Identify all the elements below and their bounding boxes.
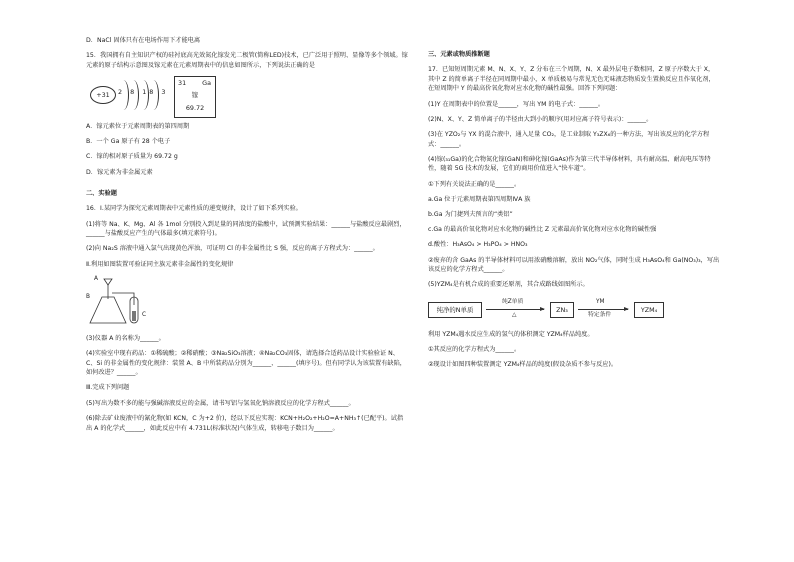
q16-part1: (1)将等 Na、K、Mg、Al 各 1mol 分别投入到足量的同浓度的盐酸中，试预测实验结果：______与盐酸反应最剧烈，______与盐酸反应产生的气体最多(填元素符号)。 — [86, 220, 406, 238]
gallium-figure — [86, 76, 408, 118]
label-c: C — [142, 311, 147, 318]
q14-option-d: D．NaCl 固体只有在电场作用下才能电离 — [86, 37, 201, 44]
q15-option-d: D．镓元素为非金属元素 — [86, 168, 153, 176]
q17-choice-b: b.Ga 为门捷列夫预言的“类铝” — [428, 211, 513, 219]
q16-part5: (5)写出为数不多的能与强碱溶液反应的金属，请书写铝与氢氧化钠溶液反应的化学方程式______。 — [86, 399, 355, 407]
flow-step2-bottom: 特定条件 — [588, 311, 612, 318]
flow-box-yzm: YZM₄ — [634, 302, 664, 318]
flow-box-n: 纯净的N单质 — [428, 302, 482, 318]
q17-part4: (4)镓(₃₁Ga)的化合物氮化镓(GaN)和砷化镓(GaAs)作为第三代半导体材料，具有耐高温、耐高电压等特性，随着 5G 技术的发展，它们的商用价值进入“快车道”。 — [428, 155, 711, 173]
atom-nucleus: +31 — [90, 86, 116, 104]
flow-step1-bottom: △ — [512, 311, 517, 318]
q16-part4: (4)实验室中现有药品：①稀硫酸；②稀硝酸；③Na₂SiO₃溶液；④Na₂CO₃固体，请选择合适药品设计实验验证 N、C、Si 的非金属性的变化规律：装置 A、B 中所装药品分别为______、______(填序号)。但有同学认为该装置有缺陷，如何改进？______。 — [86, 350, 406, 377]
label-b: B — [86, 293, 90, 300]
q17-part5: (5)YZM₄是有机合成的重要还原剂，其合成路线如图所示。 — [428, 281, 589, 289]
q17-choice-d: d.酸性：H₃AsO₄ > H₃PO₄ > HNO₃ — [428, 241, 528, 249]
flow-box-zn: ZN₃ — [550, 302, 574, 318]
flow-arrow — [578, 309, 628, 310]
element-name: 镓 — [191, 91, 199, 100]
flow-step1-top: 纯Z单质 — [502, 298, 524, 305]
q16-part3: (3)仪器 A 的名称为______。 — [86, 334, 165, 342]
right-column — [428, 36, 720, 375]
q17-purity-2: ②现设计如图四种装置测定 YZM₄样品的纯度(假设杂质不参与反应)。 — [428, 361, 618, 369]
label-a: A — [94, 275, 98, 282]
q15-option-c: C．镓的相对原子质量为 69.72 g — [86, 153, 178, 161]
q17-part1: (1)Y 在周期表中的位置是______，写出 YM 的电子式：______。 — [428, 100, 605, 108]
q15-option-b: B．一个 Ga 原子有 28 个电子 — [86, 138, 171, 146]
synthesis-flow — [428, 296, 720, 324]
apparatus-figure — [86, 275, 408, 330]
q17-purity-1: ①其反应的化学方程式为______。 — [428, 345, 521, 353]
left-column — [86, 36, 408, 439]
periodic-table-cell — [174, 76, 216, 118]
atomic-mass: 69.72 — [185, 104, 205, 113]
electron-shell-numbers: 2 8 18 3 — [118, 88, 169, 97]
element-symbol: Ga — [202, 79, 211, 88]
q16-part-iii: Ⅲ.完成下列问题 — [86, 384, 130, 392]
q17-part2: (2)N、X、Y、Z 简单离子的半径由大到小的顺序(用对应离子符号表示)：______。 — [428, 115, 653, 123]
q16-part6: (6)除去矿业废液中的氰化物(如 KCN，C 为+2 价)，经以下反应实现：KCN+H₂O₂+H₂O=A+NH₃↑(已配平)。试指出 A 的化学式______，如此反应中有 4.731L(标准状况)气体生成，转移电子数目为______。 — [86, 414, 404, 432]
q15-stem: 15．我国拥有自主知识产权的硅衬底高光效氮化镓发光二极管(简称LED)技术，已广泛用于照明、显像等多个领域。镓元素的原子结构示意图及镓元素在元素周期表中的信息如图所示，下列说法正确的是 — [86, 52, 408, 69]
q15-option-a: A．镓元素位于元素周期表的第四周期 — [86, 123, 190, 131]
flow-step2-top: YM — [596, 298, 605, 305]
atomic-number: 31 — [178, 79, 187, 88]
q17-choice-a: a.Ga 位于元素周期表第四周期ⅣA 族 — [428, 195, 531, 203]
section-heading: 三、元素或物质推断题 — [428, 51, 490, 58]
section-heading: 二、实验题 — [86, 190, 117, 198]
q17-part4-2: ②废弃的含 GaAs 的半导体材料可以用浓硝酸溶解，放出 NO₂气体，同时生成 H₃AsO₄和 Ga(NO₃)₃，写出该反应的化学方程式______。 — [428, 256, 720, 274]
apparatus-drawing — [86, 275, 176, 330]
q17-purity-intro: 利用 YZM₄遇水反应生成的氢气的体积测定 YZM₄样品纯度。 — [428, 330, 594, 338]
q16-part2: (2)向 Na₂S 溶液中通入氯气出现黄色浑浊，可证明 Cl 的非金属性比 S 强，反应的离子方程式为：______。 — [86, 245, 379, 253]
q17-stem: 17．已知短周期元素 M、N、X、Y、Z 分布在三个周期，N、X 最外层电子数相同，Z 原子序数大于 X，其中 Z 的简单离子半径在同周期中最小，X 单质极易与常见无色无味液态物质发生置换反应且作氧化剂，在短周期中 Y 的最高价氧化物对应水化物的碱性最强。回答下列问题： — [428, 66, 715, 93]
q17-part4-1: ①下列有关说法正确的是______。 — [428, 180, 521, 188]
q16-intro: 16．Ⅰ.某同学为探究元素周期表中元素性质的递变规律，设计了如下系列实验。 — [86, 205, 302, 213]
q17-choice-c: c.Ga 的最高价氧化物对应水化物的碱性比 Z 元素最高价氧化物对应水化物的碱性强 — [428, 226, 657, 234]
flow-arrow — [486, 309, 544, 310]
q16-part-ii: Ⅱ.利用如图装置可验证同主族元素非金属性的变化规律 — [86, 260, 234, 268]
q17-part3: (3)在 YZO₂与 YX 的混合液中，通入足量 CO₂，是工业制取 Y₃ZX₆的一种方法，写出该反应的化学方程式：______。 — [428, 131, 710, 148]
